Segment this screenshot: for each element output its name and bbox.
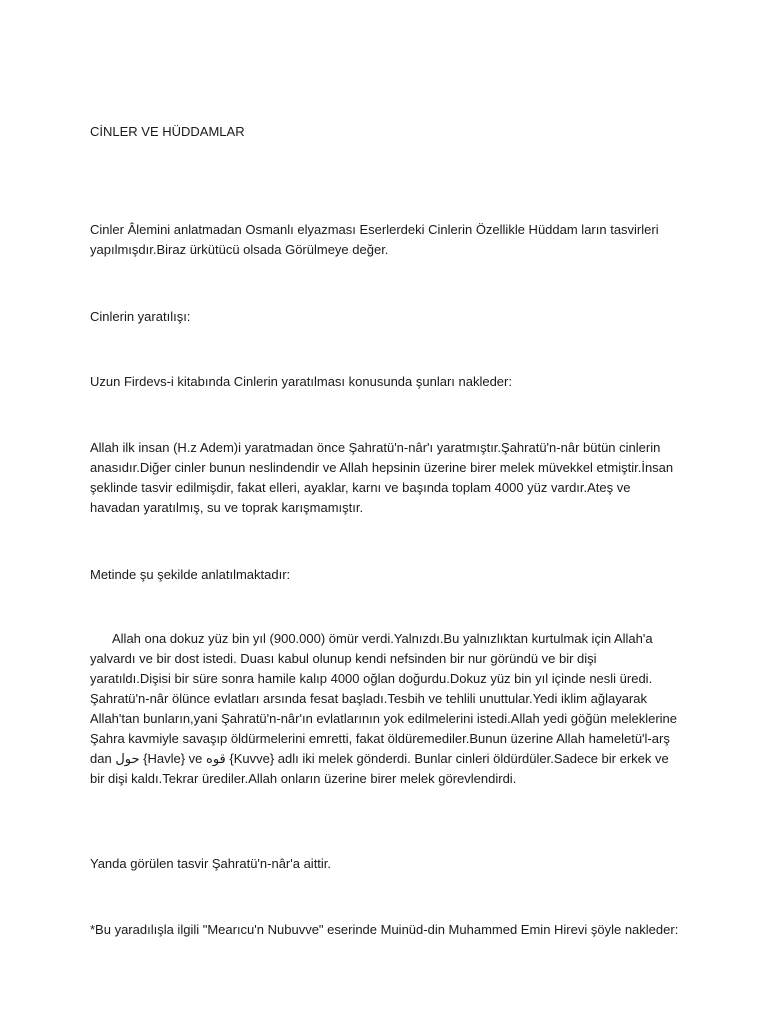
allah-ona-paragraph: Allah ona dokuz yüz bin yıl (900.000) ömür verdi.Yalnızdı.Bu yalnızlıktan kurtulmak için Allah'a yalvardı ve bir dost istedi. Duası kabul olunup kendi nefsinden bir nur göründü ve bir dişi yaratıldı.Dişisi bir süre sonra hamile kalıp 4000 oğlan doğurdu.Dokuz yüz bin yıl içinde nesli üredi. Şahratü'n-nâr ölünce evlatları arsında fesat başladı.Tesbih ve tehlili unuttular.Yedi iklim ağlayarak Allah'tan bunların,yani Şahratü'n-nâr'ın evlatlarının yok edilmelerini istedi.Allah yedi göğün meleklerine Şahra kavmiyle savaşıp öldürmelerini emretti, fakat öldüremediler.Bunun üzerine Allah hameletü'l-arş dan حول {Havle} ve قوه {Kuvve} adlı iki melek gönderdi. Bunlar cinleri öldürdüler.Sadece bir erkek ve bir dişi kaldı.Tekrar ürediler.Allah onların üzerine birer melek görevlendirdi. xyxy=(90,631,677,786)
document-title: CİNLER VE HÜDDAMLAR xyxy=(90,124,245,139)
intro-paragraph: Cinler Âlemini anlatmadan Osmanlı elyazması Eserlerdeki Cinlerin Özellikle Hüddam ların tasvirleri yapılmışdır.Biraz ürkütücü olsada Görülmeye değer. xyxy=(90,222,659,257)
yanda-paragraph: Yanda görülen tasvir Şahratü'n-nâr'a aittir. xyxy=(90,856,332,871)
metinde-paragraph: Metinde şu şekilde anlatılmaktadır: xyxy=(90,567,291,582)
bu-yaradilis-paragraph: *Bu yaradılışla ilgili "Mearıcu'n Nubuvve" eserinde Muinüd-din Muhammed Emin Hirevi şöyle nakleder: xyxy=(90,922,679,937)
allah-ilk-insan-paragraph: Allah ilk insan (H.z Adem)i yaratmadan önce Şahratü'n-nâr'ı yaratmıştır.Şahratü'n-nâr bütün cinlerin anasıdır.Diğer cinler bunun neslindendir ve Allah hepsinin üzerine birer melek müvekkel etmiştir.İnsan şeklinde tasvir edilmişdir, fakat elleri, ayaklar, karnı ve başında toplam 4000 yüz vardır.Ateş ve havadan yaratılmış, su ve toprak karışmamıştır. xyxy=(90,440,674,515)
creation-heading: Cinlerin yaratılışı: xyxy=(90,309,191,324)
uzun-firdevs-paragraph: Uzun Firdevs-i kitabında Cinlerin yaratılması konusunda şunları nakleder: xyxy=(90,374,512,389)
